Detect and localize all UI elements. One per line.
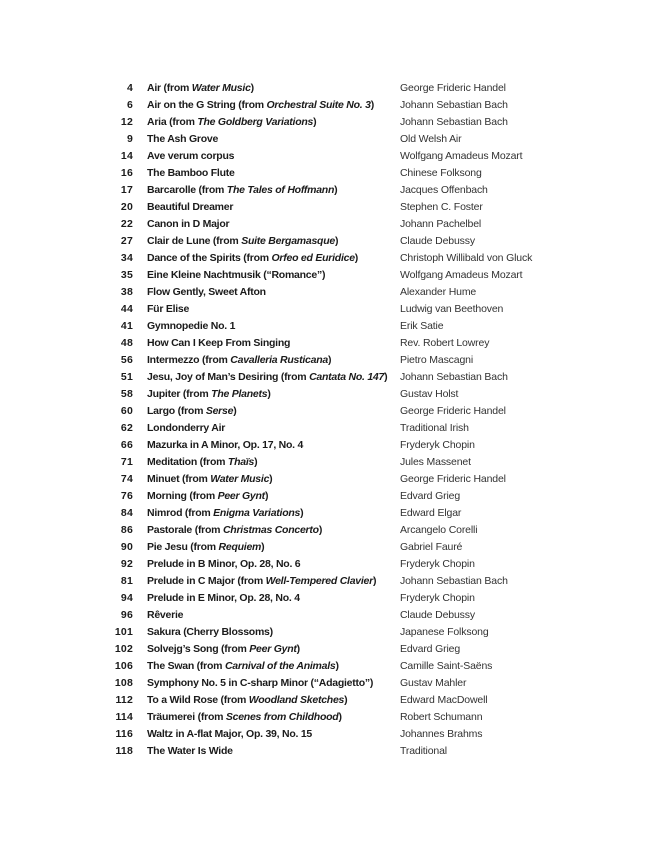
piece-title: The Ash Grove [147, 133, 219, 145]
composer-name: Pietro Mascagni [400, 354, 474, 366]
toc-list [97, 80, 597, 760]
page-number: 92 [120, 558, 133, 570]
piece-title: Morning (from Peer Gynt) [147, 490, 269, 502]
composer-name: Johann Pachelbel [400, 218, 482, 230]
page-number: 76 [120, 490, 133, 502]
piece-title: How Can I Keep From Singing [147, 337, 291, 349]
piece-title: Canon in D Major [147, 218, 230, 230]
composer-name: George Frideric Handel [400, 405, 506, 417]
piece-title: Träumerei (from Scenes from Childhood) [147, 711, 342, 723]
composer-name: Claude Debussy [400, 609, 475, 621]
piece-title: Barcarolle (from The Tales of Hoffmann) [147, 184, 338, 196]
piece-title: Ave verum corpus [147, 150, 235, 162]
page-number: 35 [120, 269, 133, 281]
toc-entry [97, 250, 597, 267]
composer-name: Old Welsh Air [400, 133, 462, 145]
page-number: 56 [120, 354, 133, 366]
page-number: 58 [120, 388, 133, 400]
composer-name: Johann Sebastian Bach [400, 371, 508, 383]
piece-title: Aria (from The Goldberg Variations) [147, 116, 317, 128]
page-number: 106 [114, 660, 133, 672]
composer-name: Robert Schumann [400, 711, 483, 723]
toc-entry [97, 318, 597, 335]
composer-name: Gustav Holst [400, 388, 459, 400]
toc-entry [97, 471, 597, 488]
piece-title: Meditation (from Thaïs) [147, 456, 258, 468]
composer-name: Johann Sebastian Bach [400, 99, 508, 111]
page-number: 62 [120, 422, 133, 434]
composer-name: George Frideric Handel [400, 473, 506, 485]
piece-title: Londonderry Air [147, 422, 226, 434]
page-number: 102 [114, 643, 133, 655]
page-number: 4 [126, 82, 133, 94]
piece-title: Air on the G String (from Orchestral Suite No. 3) [147, 99, 374, 111]
piece-title: Rêverie [147, 609, 184, 621]
page-number: 81 [120, 575, 133, 587]
piece-title: Sakura (Cherry Blossoms) [147, 626, 273, 638]
composer-name: Edward Elgar [400, 507, 462, 519]
piece-title: Symphony No. 5 in C-sharp Minor (“Adagietto”) [147, 677, 374, 689]
page-number: 86 [120, 524, 133, 536]
page-number: 96 [120, 609, 133, 621]
toc-entry [97, 743, 597, 760]
toc-entry [97, 403, 597, 420]
page-number: 94 [120, 592, 133, 604]
toc-entry [97, 556, 597, 573]
piece-title: Flow Gently, Sweet Afton [147, 286, 266, 298]
composer-name: Alexander Hume [400, 286, 477, 298]
composer-name: Jacques Offenbach [400, 184, 488, 196]
composer-name: Wolfgang Amadeus Mozart [400, 150, 523, 162]
composer-name: Claude Debussy [400, 235, 475, 247]
toc-entry [97, 267, 597, 284]
composer-name: Johannes Brahms [400, 728, 483, 740]
page-number: 12 [120, 116, 133, 128]
page-number: 20 [120, 201, 133, 213]
toc-entry [97, 301, 597, 318]
toc-entry [97, 80, 597, 97]
page-number: 118 [115, 745, 133, 757]
piece-title: Für Elise [147, 303, 190, 315]
piece-title: Nimrod (from Enigma Variations) [147, 507, 304, 519]
toc-entry [97, 607, 597, 624]
page-number: 16 [120, 167, 133, 179]
composer-name: Wolfgang Amadeus Mozart [400, 269, 523, 281]
composer-name: Traditional [400, 745, 447, 757]
toc-entry [97, 522, 597, 539]
page-number: 9 [126, 133, 133, 145]
piece-title: Solvejg’s Song (from Peer Gynt) [147, 643, 300, 655]
piece-title: Intermezzo (from Cavalleria Rusticana) [147, 354, 332, 366]
toc-entry [97, 97, 597, 114]
piece-title: Largo (from Serse) [147, 405, 237, 417]
piece-title: To a Wild Rose (from Woodland Sketches) [147, 694, 348, 706]
piece-title: Prelude in C Major (from Well-Tempered Clavier) [147, 575, 377, 587]
toc-entry [97, 692, 597, 709]
page-number: 114 [115, 711, 133, 723]
toc-entry [97, 437, 597, 454]
composer-name: Rev. Robert Lowrey [400, 337, 490, 349]
toc-entry [97, 709, 597, 726]
piece-title: Eine Kleine Nachtmusik (“Romance”) [147, 269, 326, 281]
toc-entry [97, 386, 597, 403]
page-number: 34 [120, 252, 133, 264]
page-number: 116 [115, 728, 133, 740]
composer-name: Gabriel Fauré [400, 541, 463, 553]
toc-entry [97, 284, 597, 301]
toc-entry [97, 131, 597, 148]
toc-entry [97, 573, 597, 590]
page-number: 38 [120, 286, 133, 298]
page-number: 60 [120, 405, 133, 417]
composer-name: Chinese Folksong [400, 167, 482, 179]
page-number: 51 [120, 371, 133, 383]
composer-name: Edward MacDowell [400, 694, 488, 706]
page-number: 112 [115, 694, 133, 706]
toc-entry [97, 148, 597, 165]
toc-entry [97, 165, 597, 182]
page-number: 27 [120, 235, 133, 247]
page-number: 84 [120, 507, 133, 519]
composer-name: Arcangelo Corelli [400, 524, 478, 536]
toc-entry [97, 199, 597, 216]
piece-title: Jesu, Joy of Man’s Desiring (from Cantata No. 147) [147, 371, 388, 383]
toc-entry [97, 726, 597, 743]
page-number: 71 [120, 456, 133, 468]
piece-title: Mazurka in A Minor, Op. 17, No. 4 [147, 439, 304, 451]
piece-title: The Bamboo Flute [147, 167, 235, 179]
composer-name: Erik Satie [400, 320, 444, 332]
page-number: 44 [120, 303, 133, 315]
piece-title: Air (from Water Music) [147, 82, 254, 94]
toc-entry [97, 454, 597, 471]
composer-name: Traditional Irish [400, 422, 469, 434]
toc-entry [97, 590, 597, 607]
page-number: 74 [120, 473, 133, 485]
piece-title: Pastorale (from Christmas Concerto) [147, 524, 323, 536]
composer-name: Ludwig van Beethoven [400, 303, 504, 315]
composer-name: George Frideric Handel [400, 82, 506, 94]
toc-entry [97, 539, 597, 556]
piece-title: The Swan (from Carnival of the Animals) [147, 660, 339, 672]
piece-title: Waltz in A-flat Major, Op. 39, No. 15 [147, 728, 312, 740]
piece-title: Prelude in B Minor, Op. 28, No. 6 [147, 558, 301, 570]
page-number: 90 [120, 541, 133, 553]
piece-title: Beautiful Dreamer [147, 201, 234, 213]
page-number: 22 [120, 218, 133, 230]
page-number: 17 [120, 184, 133, 196]
page-number: 108 [114, 677, 133, 689]
composer-name: Jules Massenet [400, 456, 471, 468]
toc-entry [97, 675, 597, 692]
page-number: 6 [126, 99, 133, 111]
composer-name: Fryderyk Chopin [400, 592, 475, 604]
composer-name: Johann Sebastian Bach [400, 575, 508, 587]
piece-title: Prelude in E Minor, Op. 28, No. 4 [147, 592, 300, 604]
toc-entry [97, 505, 597, 522]
composer-name: Edvard Grieg [400, 490, 461, 502]
toc-entry [97, 624, 597, 641]
toc-entry [97, 216, 597, 233]
page-number: 41 [120, 320, 133, 332]
composer-name: Japanese Folksong [400, 626, 489, 638]
composer-name: Fryderyk Chopin [400, 558, 475, 570]
toc-entry [97, 335, 597, 352]
composer-name: Christoph Willibald von Gluck [400, 252, 533, 264]
piece-title: Dance of the Spirits (from Orfeo ed Euridice) [147, 252, 359, 264]
piece-title: Jupiter (from The Planets) [147, 388, 271, 400]
toc-entry [97, 658, 597, 675]
composer-name: Stephen C. Foster [400, 201, 483, 213]
toc-entry [97, 114, 597, 131]
composer-name: Johann Sebastian Bach [400, 116, 508, 128]
page-number: 14 [120, 150, 133, 162]
composer-name: Camille Saint-Saëns [400, 660, 493, 672]
piece-title: Pie Jesu (from Requiem) [147, 541, 265, 553]
piece-title: Minuet (from Water Music) [147, 473, 273, 485]
piece-title: Gymnopedie No. 1 [147, 320, 236, 332]
toc-entry [97, 233, 597, 250]
toc-entry [97, 352, 597, 369]
composer-name: Edvard Grieg [400, 643, 461, 655]
piece-title: The Water Is Wide [147, 745, 233, 757]
composer-name: Gustav Mahler [400, 677, 467, 689]
page-number: 66 [120, 439, 133, 451]
page-number: 48 [120, 337, 133, 349]
toc-entry [97, 420, 597, 437]
toc-entry [97, 369, 597, 386]
toc-entry [97, 488, 597, 505]
toc-entry [97, 182, 597, 199]
toc-entry [97, 641, 597, 658]
piece-title: Clair de Lune (from Suite Bergamasque) [147, 235, 339, 247]
composer-name: Fryderyk Chopin [400, 439, 475, 451]
page-number: 101 [114, 626, 133, 638]
